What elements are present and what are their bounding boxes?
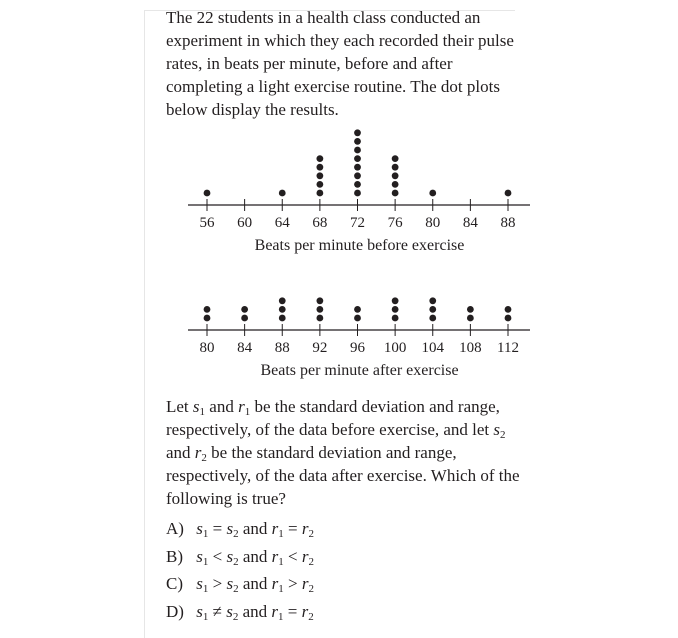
- var-r: r: [271, 546, 279, 566]
- sub: 2: [308, 610, 314, 623]
- operator: <: [288, 546, 298, 566]
- sub: 2: [233, 583, 239, 595]
- var-s: s: [196, 601, 203, 621]
- x-tick-label: 68: [312, 215, 328, 231]
- data-dot: [505, 306, 512, 313]
- x-tick-label: 92: [312, 340, 328, 356]
- question-fragment: Let: [166, 397, 193, 416]
- var-r: r: [301, 519, 309, 538]
- and-word: and: [242, 546, 268, 566]
- x-tick-label: 64: [274, 215, 290, 231]
- x-axis-title: Beats per minute after exercise: [260, 362, 459, 379]
- dot-plot-before-svg: [170, 125, 530, 260]
- data-dot: [392, 297, 399, 304]
- data-dot: [429, 190, 436, 197]
- data-dot: [316, 297, 323, 304]
- data-dot: [354, 164, 361, 171]
- operator: =: [212, 519, 223, 538]
- data-dot: [354, 138, 361, 145]
- and-word: and: [242, 601, 268, 621]
- x-tick-label: 80: [425, 215, 441, 231]
- data-dot: [467, 306, 474, 313]
- sub: 2: [308, 583, 314, 595]
- data-dot: [354, 190, 361, 197]
- choice-letter: B): [166, 546, 183, 566]
- data-dot: [316, 172, 323, 179]
- sub-s1: 1: [199, 406, 206, 418]
- var-r: r: [301, 601, 309, 621]
- dot-plot-after: [170, 288, 530, 383]
- sub: 1: [202, 555, 209, 568]
- data-dot: [392, 315, 399, 322]
- data-dot: [392, 181, 399, 188]
- data-dot: [429, 297, 436, 304]
- data-dot: [392, 172, 399, 179]
- dot-plot-after-svg: [170, 288, 530, 383]
- sub: 2: [308, 528, 314, 540]
- question-fragment: and: [166, 443, 195, 462]
- operator: <: [212, 546, 223, 566]
- data-dot: [316, 190, 323, 197]
- data-dot: [316, 315, 323, 322]
- data-dot: [204, 315, 211, 322]
- sub-r1: 1: [244, 406, 251, 418]
- data-dot: [392, 155, 399, 162]
- data-dot: [279, 306, 286, 313]
- choice-letter: D): [166, 601, 184, 621]
- data-dot: [279, 190, 286, 197]
- sub: 1: [278, 555, 284, 568]
- x-tick-label: 60: [237, 215, 253, 231]
- data-dot: [241, 315, 248, 322]
- var-s: s: [196, 546, 203, 566]
- var-s2: s: [493, 420, 501, 439]
- var-r1: r: [238, 397, 245, 416]
- x-tick-label: 84: [462, 215, 478, 231]
- sub-r2: 2: [201, 452, 207, 464]
- data-dot: [316, 306, 323, 313]
- sub: 1: [202, 610, 209, 623]
- data-dot: [429, 315, 436, 322]
- var-s1: s: [192, 397, 200, 416]
- x-tick-label: 112: [497, 340, 519, 356]
- question-fragment: be the standard deviation and range, respectively, of the data before exercise, and let: [166, 397, 500, 439]
- intro-paragraph: The 22 students in a health class conducted an experiment in which they each recorded their pulse rates, in beats per minute, before and after completing a light exercise routine. The dot plots below display the results.: [166, 8, 514, 119]
- data-dot: [316, 164, 323, 171]
- data-dot: [316, 155, 323, 162]
- data-dot: [316, 181, 323, 188]
- dot-plot-before: [170, 125, 530, 260]
- data-dot: [354, 315, 361, 322]
- sub: 1: [202, 528, 209, 540]
- var-s: s: [226, 546, 234, 566]
- x-tick-label: 104: [421, 340, 444, 356]
- sub: 1: [278, 528, 284, 540]
- data-dot: [354, 129, 361, 136]
- operator: >: [288, 574, 298, 593]
- sub: 1: [278, 610, 284, 623]
- x-tick-label: 72: [350, 215, 365, 231]
- sub: 2: [308, 555, 314, 568]
- data-dot: [354, 155, 361, 162]
- sub: 1: [202, 583, 209, 595]
- data-dot: [392, 306, 399, 313]
- operator: =: [287, 601, 298, 621]
- data-dot: [354, 172, 361, 179]
- x-tick-label: 96: [350, 340, 365, 356]
- data-dot: [204, 306, 211, 313]
- operator: >: [212, 574, 223, 593]
- choice-letter: C): [166, 574, 183, 593]
- x-tick-label: 56: [199, 215, 215, 231]
- operator: =: [288, 519, 298, 538]
- and-word: and: [242, 519, 268, 538]
- var-r2: r: [194, 443, 202, 462]
- question-fragment: be the standard deviation and range, respectively, of the data after exercise. Which of the following is true?: [166, 443, 520, 508]
- data-dot: [505, 190, 512, 197]
- data-dot: [279, 315, 286, 322]
- sub: 1: [278, 583, 284, 595]
- question-text: [166, 395, 526, 510]
- sub: 2: [233, 555, 239, 568]
- sub-s2: 2: [500, 429, 506, 441]
- var-r: r: [271, 601, 279, 621]
- var-r: r: [271, 519, 279, 538]
- x-tick-label: 80: [199, 340, 215, 356]
- choice-letter: A): [166, 519, 184, 538]
- x-tick-label: 84: [237, 340, 253, 356]
- data-dot: [354, 181, 361, 188]
- choice-d[interactable]: [166, 598, 466, 626]
- data-dot: [241, 306, 248, 313]
- data-dot: [279, 297, 286, 304]
- var-s: s: [226, 519, 234, 538]
- var-r: r: [271, 574, 279, 593]
- choice-a[interactable]: [166, 515, 466, 543]
- question-fragment: and: [205, 397, 239, 416]
- var-r: r: [301, 546, 309, 566]
- choice-c[interactable]: [166, 570, 466, 598]
- var-s: s: [226, 601, 233, 621]
- data-dot: [354, 306, 361, 313]
- and-word: and: [242, 574, 268, 593]
- x-tick-label: 100: [383, 340, 407, 356]
- data-dot: [505, 315, 512, 322]
- var-s: s: [196, 574, 203, 593]
- data-dot: [204, 190, 211, 197]
- data-dot: [392, 190, 399, 197]
- x-tick-label: 88: [500, 215, 516, 231]
- x-axis-title: Beats per minute before exercise: [254, 237, 465, 254]
- var-s: s: [196, 519, 203, 538]
- x-tick-label: 108: [459, 340, 482, 356]
- operator: ≠: [212, 601, 222, 621]
- sub: 2: [232, 610, 239, 623]
- data-dot: [467, 315, 474, 322]
- var-s: s: [226, 574, 234, 593]
- answer-choices: [166, 515, 466, 625]
- data-dot: [354, 147, 361, 154]
- x-tick-label: 76: [387, 215, 403, 231]
- data-dot: [392, 164, 399, 171]
- var-r: r: [301, 574, 309, 593]
- choice-b[interactable]: [166, 543, 466, 571]
- data-dot: [429, 306, 436, 313]
- sub: 2: [233, 528, 239, 540]
- x-tick-label: 88: [274, 340, 290, 356]
